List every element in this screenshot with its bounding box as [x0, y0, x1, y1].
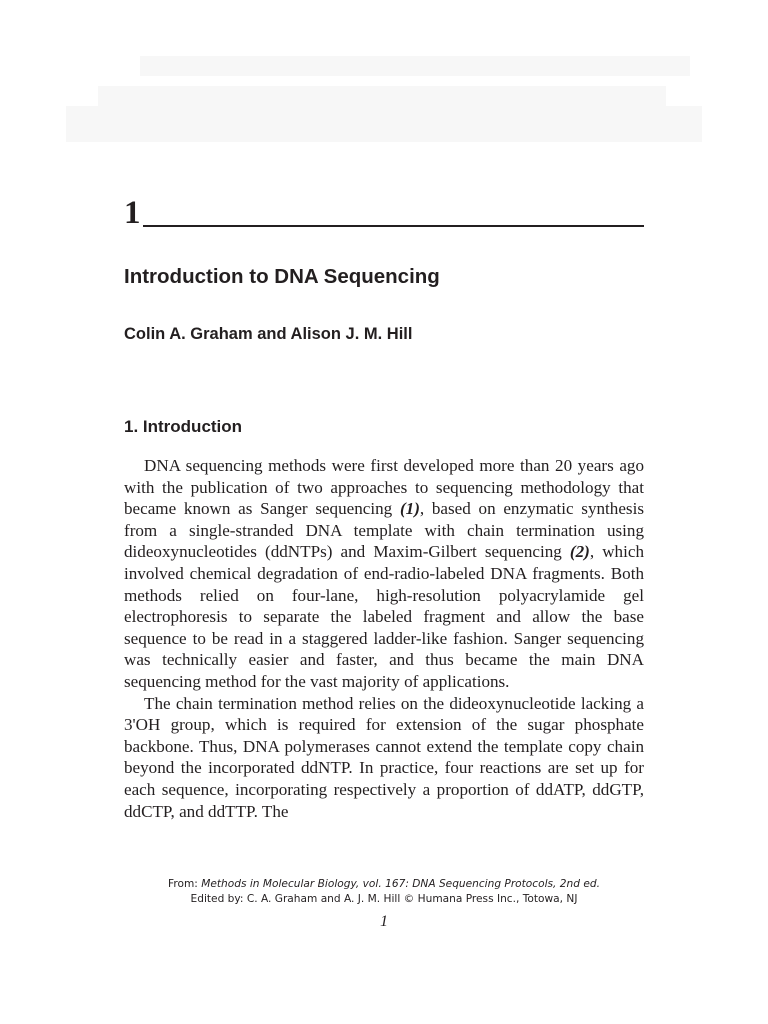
- chapter-rule: [143, 225, 645, 227]
- citation-1: (1): [399, 499, 420, 519]
- paragraph-2: The chain termination method relies on the dideoxynucleotide lacking a 3'OH group, which is required for extension of the sugar phosphate backbone. Thus, DNA polymerases cannot extend the template copy chain beyond the incorporated ddNTP. In practice, four reactions are set up for each sequence, incorporating respectively a proportion of ddATP, ddGTP, ddCTP, and ddTTP. The: [124, 693, 644, 821]
- footnote-edited-line: Edited by: C. A. Graham and A. J. M. Hill © Humana Press Inc., Totowa, NJ: [190, 892, 578, 905]
- section-heading: 1. Introduction: [124, 417, 243, 436]
- chapter-number: 1: [124, 195, 141, 231]
- body-text: [124, 455, 644, 822]
- paragraph-1: [124, 455, 644, 693]
- chapter-authors: Colin A. Graham and Alison J. M. Hill: [124, 325, 413, 343]
- faint-background-band: [140, 56, 690, 76]
- faint-background-band: [66, 106, 702, 142]
- chapter-title: Introduction to DNA Sequencing: [124, 265, 440, 288]
- citation-2: (2): [569, 542, 590, 562]
- chapter-header: [124, 196, 644, 230]
- paragraph-1-text: , which involved chemical degradation of end-radio-labeled DNA fragments. Both methods relied on four-lane, high-resolution polyacrylamide gel electrophoresis to separate the labeled fragment and allow the base sequence to be read in a staggered ladder-like fashion. Sanger sequencing was technically easier and faster, and thus became the main DNA sequencing method for the vast majority of applications.: [124, 542, 644, 691]
- page-number: 1: [380, 913, 388, 930]
- footnote-source: Methods in Molecular Biology, vol. 167: DNA Sequencing Protocols, 2nd ed.: [201, 878, 600, 890]
- paragraph-1-text: , based on enzymatic synthesis from a single-stranded DNA template with chain termination using dideoxynucleotides (ddNTPs) and Maxim-Gilbert sequencing: [124, 499, 644, 562]
- source-footnote: [124, 877, 644, 906]
- footnote-from-label: From:: [168, 878, 202, 890]
- paragraph-1-text: DNA sequencing methods were first developed more than 20 years ago with the publication of two approaches to sequencing methodology that became known as Sanger sequencing: [124, 456, 644, 519]
- faint-background-band: [98, 86, 666, 106]
- footnote-source-line: [124, 877, 644, 892]
